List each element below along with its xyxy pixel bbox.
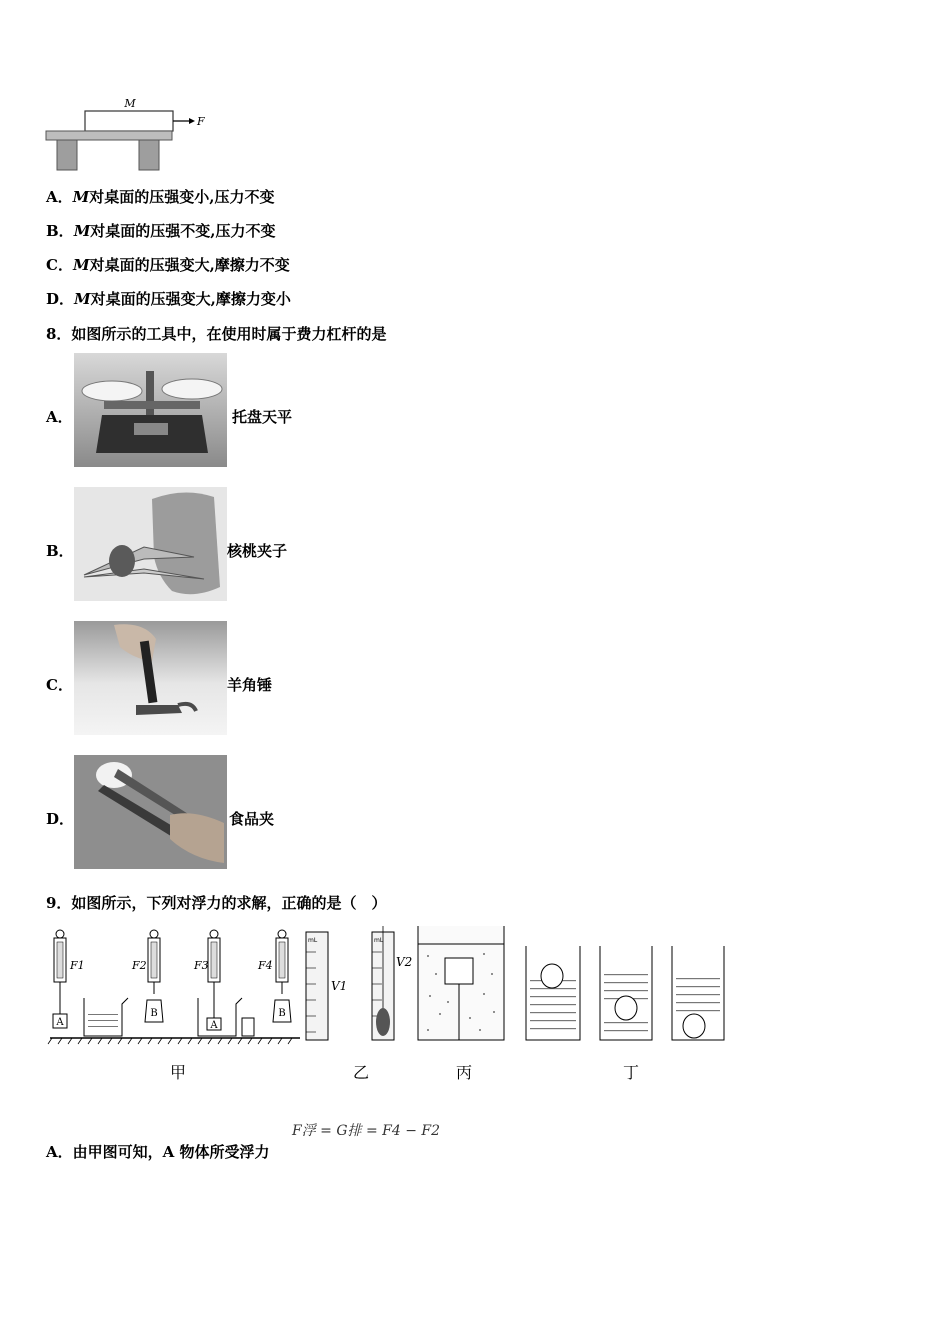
q8-option-d-caption: 食品夹	[229, 810, 275, 828]
q9-stem: 9．如图所示，下列对浮力的求解，正确的是（ ）	[46, 894, 387, 912]
q8-option-b-letter[interactable]: B．	[46, 542, 74, 560]
beaker-ding-2	[600, 946, 652, 1040]
figure-label-bing: 丙	[456, 1063, 473, 1082]
table-leg-right	[139, 140, 159, 170]
block-label-1: A	[56, 1017, 64, 1028]
spring-scale-3	[193, 930, 254, 1036]
q7-option-c[interactable]: C．M对桌面的压强变大,摩擦力不变	[46, 256, 290, 274]
block-m	[85, 111, 173, 131]
balance-photo	[74, 353, 227, 467]
cylinder-v1	[306, 932, 347, 1040]
q7-option-b[interactable]: B．M对桌面的压强不变,压力不变	[46, 222, 276, 240]
buoyancy-figure	[44, 922, 734, 1050]
spring-scale-1	[53, 930, 85, 1028]
block-label-4: B	[278, 1008, 286, 1019]
cylinder-v1-unit: mL	[308, 937, 318, 944]
cylinder-v2-unit: mL	[374, 937, 384, 944]
tabletop	[46, 131, 172, 140]
food-tongs-photo	[74, 755, 227, 869]
container-bing	[418, 926, 504, 1040]
spring-scale-2	[131, 930, 163, 1022]
spring-scale-4	[257, 930, 291, 1022]
q8-option-a-letter[interactable]: A．	[46, 408, 73, 426]
nutcracker-photo	[74, 487, 227, 601]
q9-option-a[interactable]: A．由甲图可知，A 物体所受浮力	[46, 1143, 270, 1161]
option-a-formula: F浮 = G排 = F4 − F2	[292, 1123, 441, 1139]
spring-label-3: F3	[194, 959, 209, 972]
spring-label-2: F2	[132, 959, 147, 972]
figure-label-yi: 乙	[353, 1063, 370, 1082]
claw-hammer-photo	[74, 621, 227, 735]
table-leg-left	[57, 140, 77, 170]
spring-label-1: F1	[70, 959, 85, 972]
q7-option-a[interactable]: A．M对桌面的压强变小,压力不变	[46, 188, 275, 206]
q8-stem: 8．如图所示的工具中，在使用时属于费力杠杆的是	[46, 325, 387, 343]
q8-option-c-letter[interactable]: C．	[46, 676, 73, 694]
force-label: F	[197, 115, 205, 128]
block-label-2: B	[150, 1008, 158, 1019]
beaker-ding-1	[526, 946, 580, 1040]
q8-option-b-caption: 核桃夹子	[227, 542, 288, 560]
q7-table-figure	[40, 95, 220, 175]
q7-option-d[interactable]: D．M对桌面的压强变大,摩擦力变小	[46, 290, 291, 308]
spring-label-4: F4	[258, 959, 273, 972]
beaker-ding-3	[672, 946, 724, 1040]
cylinder-v2	[372, 926, 412, 1040]
q8-option-d-letter[interactable]: D．	[46, 810, 75, 828]
q8-option-a-caption: 托盘天平	[232, 408, 293, 426]
volume-label-2: V2	[396, 955, 413, 969]
figure-label-ding: 丁	[623, 1063, 640, 1082]
figure-label-jia: 甲	[170, 1063, 187, 1082]
block-label-3: A	[210, 1020, 218, 1031]
q8-option-c-caption: 羊角锤	[227, 676, 273, 694]
volume-label-1: V1	[331, 979, 348, 993]
block-m-label: M	[124, 97, 136, 110]
